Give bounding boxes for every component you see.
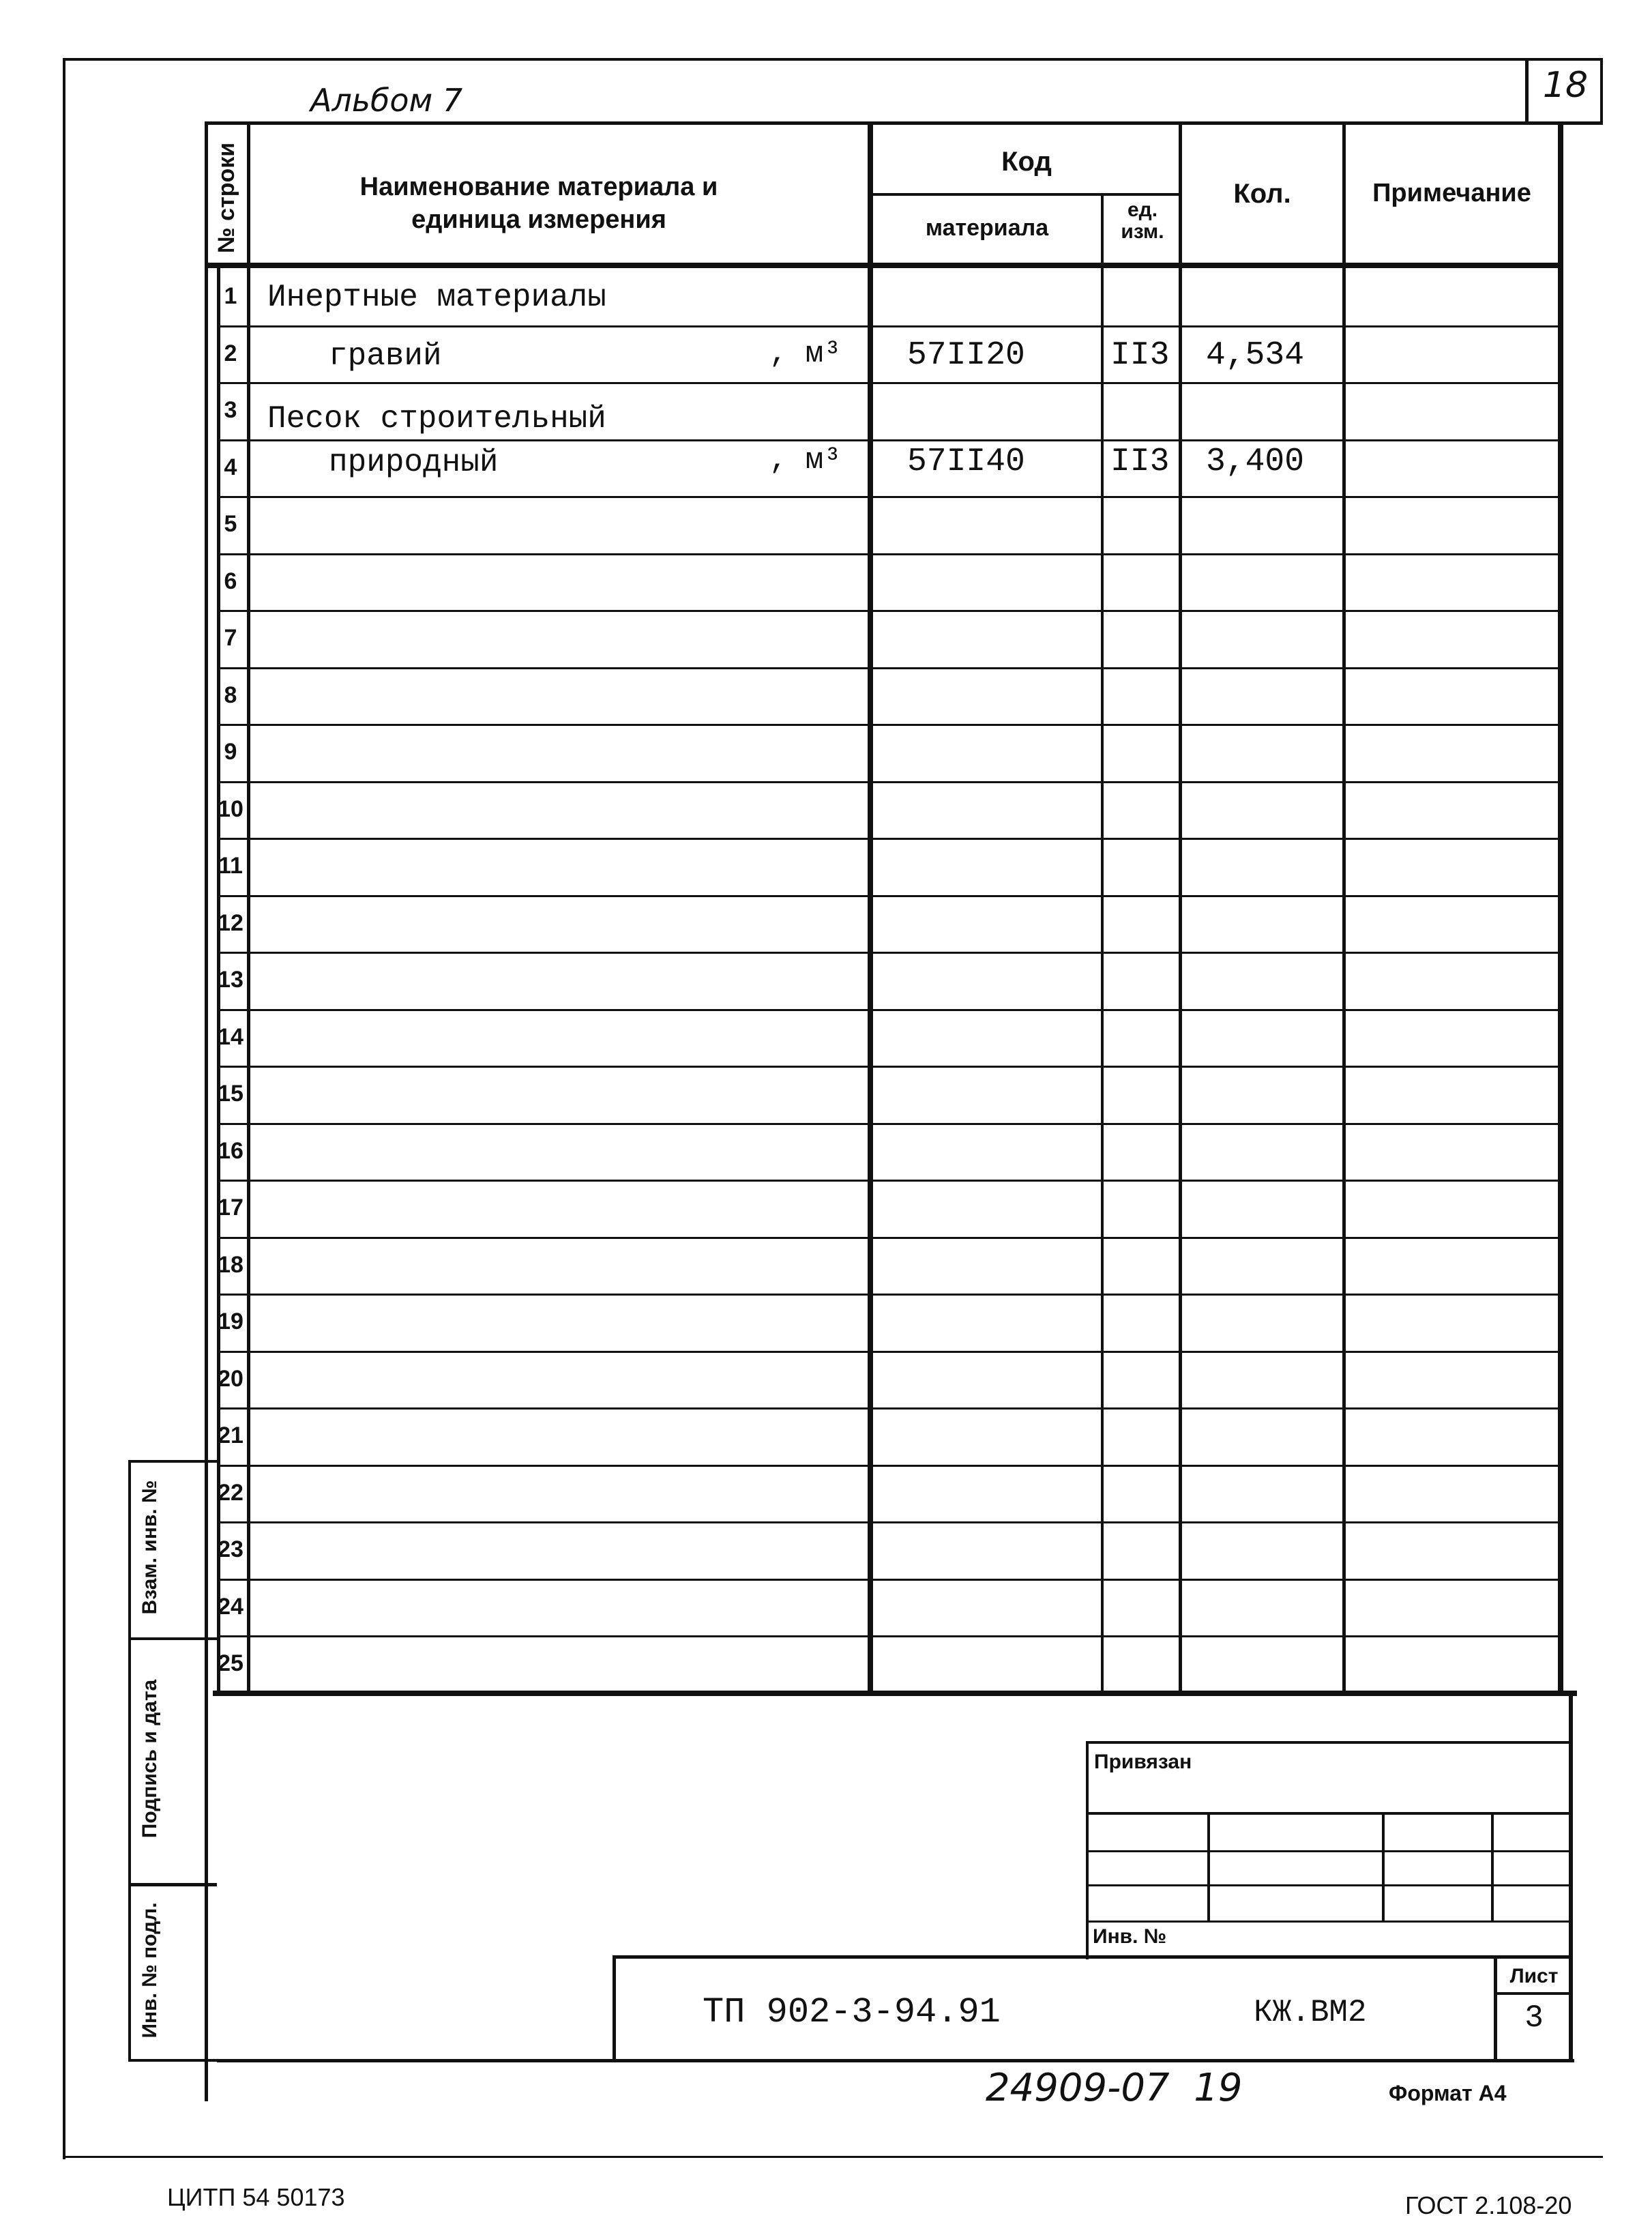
tb-doc-left: [613, 1955, 616, 2062]
row-2-name: гравий: [329, 338, 442, 374]
tb-grid-col-1: [1207, 1812, 1210, 1921]
format-label: Формат А4: [1389, 2081, 1507, 2105]
col-matcode-right: [1101, 194, 1104, 1695]
tb-grid-col-3: [1491, 1812, 1494, 1921]
row-separator: [217, 1351, 1561, 1353]
row-number: 12: [218, 910, 244, 936]
stamp-sep-1: [128, 1637, 217, 1640]
row-number: 1: [224, 283, 237, 309]
tb-grid-row-4: [1086, 1920, 1572, 1923]
tb-grid-col-2: [1382, 1812, 1385, 1921]
tb-inv-no: Инв. №: [1093, 1925, 1167, 1948]
tb-doc-top: [613, 1955, 1573, 1959]
row-number: 2: [224, 340, 237, 366]
row-number: 17: [218, 1195, 244, 1221]
bottom-left-mark: ЦИТП 54 50173: [167, 2183, 345, 2211]
frame-left: [63, 58, 65, 2159]
col-left: [205, 123, 208, 2101]
row-number: 22: [218, 1480, 244, 1506]
row-number: 8: [224, 682, 237, 708]
frame-bottom: [63, 2156, 1603, 2158]
row-4-material-code: 57II40: [907, 443, 1025, 480]
row-number: 19: [218, 1309, 244, 1334]
row-2-unit: , м³: [769, 337, 842, 371]
row-number: 6: [224, 568, 237, 594]
row-4-name: природный: [329, 445, 499, 480]
col-note-right: [1558, 123, 1563, 1695]
stamp-inv-podl: Инв. № подл.: [138, 1902, 161, 2039]
row-separator: [217, 1407, 1561, 1410]
tb-list-no: 3: [1524, 2000, 1544, 2036]
header-note: Примечание: [1372, 179, 1531, 207]
tb-privyazan: Привязан: [1094, 1751, 1192, 1773]
row-separator: [217, 553, 1561, 555]
row-separator: [217, 1465, 1561, 1467]
row-separator: [217, 838, 1561, 840]
row-number: 18: [218, 1252, 244, 1278]
handwritten-number: 24909-07 19: [986, 2066, 1243, 2110]
stamp-col-left: [128, 1460, 131, 2060]
row-separator: [217, 1180, 1561, 1182]
row-number: 15: [218, 1081, 244, 1107]
row-3-name: Песок строительный: [267, 401, 606, 437]
row-number: 10: [218, 796, 244, 822]
row-1-name: Инертные материалы: [267, 280, 606, 315]
row-separator: [217, 781, 1561, 783]
row-separator: [217, 1579, 1561, 1581]
row-separator: [217, 667, 1561, 669]
row-number: 4: [224, 454, 237, 480]
header-material-code: материала: [925, 215, 1049, 241]
col-qty-right: [1342, 123, 1346, 1695]
row-separator: [217, 496, 1561, 498]
row-number: 5: [224, 511, 237, 537]
row-separator: [217, 952, 1561, 954]
row-2-qty: 4,534: [1206, 337, 1305, 374]
row-separator: [217, 1009, 1561, 1011]
row-2-unit-code: II3: [1110, 337, 1170, 374]
row-separator: [217, 1521, 1561, 1523]
tb-list-label: Лист: [1509, 1965, 1559, 1987]
page-number: 18: [1542, 65, 1589, 106]
row-separator: [217, 325, 1561, 327]
bottom-right-mark: ГОСТ 2.108-20: [1405, 2191, 1572, 2219]
row-number: 3: [224, 397, 237, 423]
row-separator: [217, 1294, 1561, 1296]
table-end-rule: [213, 1691, 1577, 1696]
row-separator: [217, 439, 1561, 441]
row-4-unit-code: II3: [1110, 443, 1170, 480]
tb-privyazan-top: [1086, 1741, 1572, 1744]
row-separator: [217, 1237, 1561, 1239]
row-number: 11: [218, 853, 243, 879]
col-name-right: [868, 123, 873, 1695]
row-separator: [217, 724, 1561, 726]
tb-document: ТП 902-3-94.91: [703, 1992, 1001, 2032]
row-4-unit: , м³: [769, 443, 842, 478]
header-row-no: № строки: [213, 142, 239, 254]
header-qty: Кол.: [1233, 179, 1291, 209]
code-subheader-rule: [870, 193, 1180, 196]
tb-list-sep: [1494, 1992, 1572, 1995]
row-number: 14: [218, 1024, 244, 1050]
stamp-bottom: [128, 2059, 218, 2062]
frame-top: [63, 58, 1603, 61]
header-name: Наименование материала и единица измерения: [359, 173, 718, 234]
row-separator: [217, 1635, 1561, 1637]
tb-grid-row-1: [1086, 1812, 1572, 1815]
header-rule: [205, 121, 1603, 125]
header-unit-code: ед. изм.: [1121, 199, 1164, 243]
row-number: 24: [218, 1594, 244, 1620]
stamp-podpis: Подпись и дата: [138, 1679, 161, 1839]
row-number: 20: [218, 1366, 244, 1392]
row-separator: [217, 1066, 1561, 1068]
stamp-vzam: Взам. инв. №: [138, 1480, 161, 1615]
table-header-bottom: [205, 263, 1563, 268]
album-label: Альбом 7: [310, 82, 463, 119]
row-separator: [217, 1123, 1561, 1125]
row-number: 13: [218, 967, 244, 993]
tb-grid-row-2: [1086, 1850, 1572, 1852]
row-number: 21: [218, 1422, 244, 1448]
col-unitcode-right: [1179, 123, 1182, 1695]
tb-grid-row-3: [1086, 1884, 1572, 1886]
row-number: 25: [218, 1650, 244, 1676]
header-code: Код: [1001, 147, 1052, 177]
tb-bottom: [217, 2059, 1574, 2062]
row-number: 23: [218, 1536, 244, 1562]
row-number: 9: [224, 739, 237, 765]
row-number: 7: [224, 625, 237, 651]
tb-code: КЖ.ВМ2: [1254, 1995, 1367, 2030]
row-separator: [217, 610, 1561, 612]
row-4-qty: 3,400: [1206, 443, 1305, 480]
row-separator: [217, 382, 1561, 384]
row-separator: [217, 895, 1561, 897]
row-number: 16: [218, 1138, 244, 1164]
row-2-material-code: 57II20: [907, 337, 1025, 374]
